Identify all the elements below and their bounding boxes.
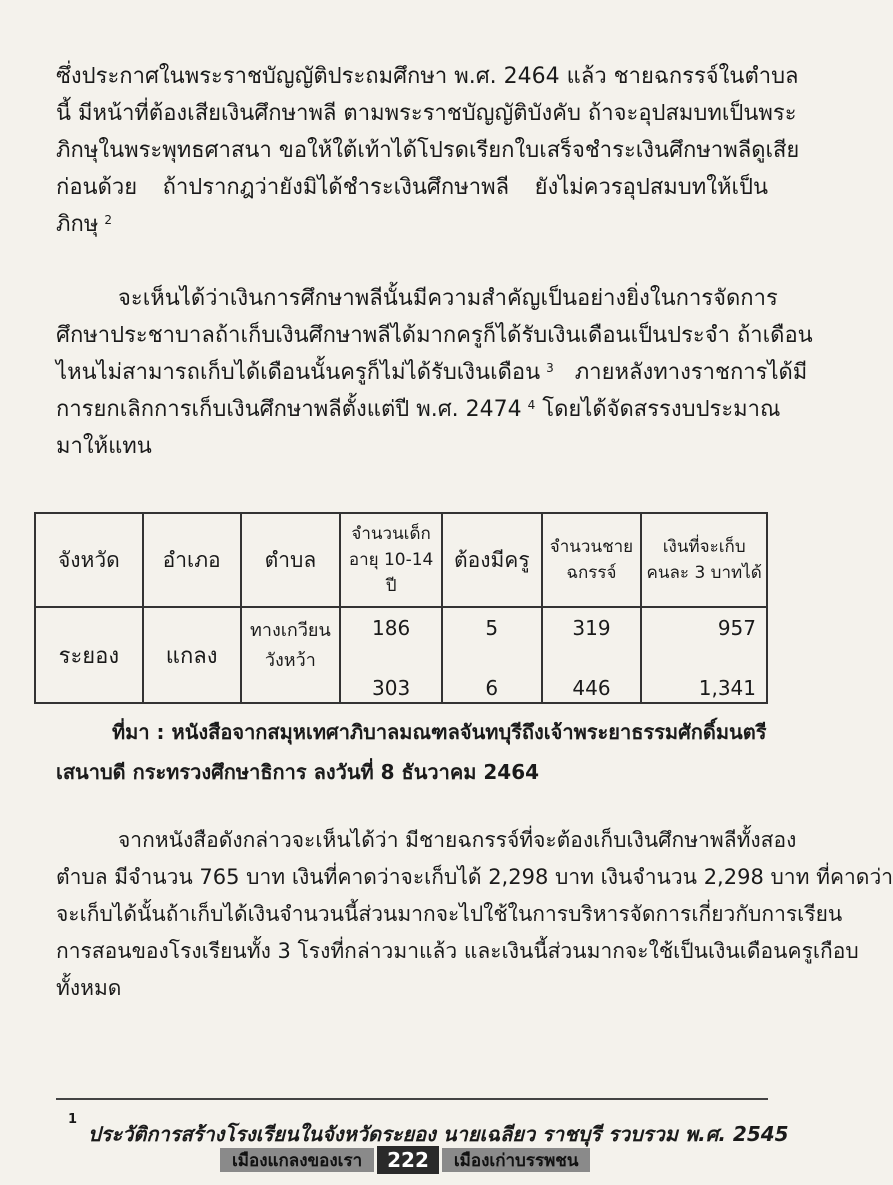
text-line: จะเห็นได้ว่าเงินการศึกษาพลีนั้นมีความสำคัญเป็นอย่างยิ่งในการจัดการ bbox=[118, 286, 778, 311]
footnote-ref: 4 bbox=[527, 398, 536, 412]
text-line: ตำบล มีจำนวน 765 บาท เงินที่คาดว่าจะเก็บได้ 2,298 บาท เงินจำนวน 2,298 บาท ที่คาดว่า bbox=[56, 865, 893, 889]
text-line: ไหนไม่สามารถเก็บได้เดือนนั้นครูก็ไม่ได้รับเงินเดือน $^3$ ภายหลังทางราชการได้มี bbox=[56, 360, 808, 385]
paragraph-3 bbox=[56, 822, 893, 1007]
footnote-text: ประวัติการสร้างโรงเรียนในจังหวัดระยอง นายเฉลียว ราชบุรี รวบรวม พ.ศ. 2545 bbox=[88, 1122, 789, 1146]
cell-children: 186 303 bbox=[340, 607, 442, 703]
text-line: ศึกษาประชาบาลถ้าเก็บเงินศึกษาพลีได้มากครูก็ได้รับเงินเดือนเป็นประจำ ถ้าเดือน bbox=[56, 323, 813, 348]
table-row bbox=[35, 607, 767, 703]
text-line: ซึ่งประกาศในพระราชบัญญัติประถมศึกษา พ.ศ. 2464 แล้ว ชายฉกรรจ์ในตำบล bbox=[56, 64, 799, 89]
paragraph-1 bbox=[56, 58, 800, 243]
cell-men: 319 446 bbox=[542, 607, 642, 703]
header-province: จังหวัด bbox=[35, 513, 143, 607]
text-line: มาให้แทน bbox=[56, 434, 152, 459]
table-header-row bbox=[35, 513, 767, 607]
header-men: จำนวนชาย ฉกรรจ์ bbox=[542, 513, 642, 607]
footnote-ref: 3 bbox=[546, 361, 554, 375]
page-footer bbox=[220, 1146, 590, 1174]
cell-money: 957 1,341 bbox=[641, 607, 767, 703]
text-line: จากหนังสือดังกล่าวจะเห็นได้ว่า มีชายฉกรรจ์ที่จะต้องเก็บเงินศึกษาพลีทั้งสอง bbox=[118, 828, 797, 852]
cell-teachers: 5 6 bbox=[442, 607, 542, 703]
cell-district: แกลง bbox=[143, 607, 241, 703]
header-district: อำเภอ bbox=[143, 513, 241, 607]
footer-left-title: เมืองแกลงของเรา bbox=[220, 1148, 374, 1172]
footnote-mark: 1 bbox=[68, 1112, 78, 1127]
header-money: เงินที่จะเก็บ คนละ 3 บาทได้ bbox=[641, 513, 767, 607]
page-number: 222 bbox=[377, 1146, 439, 1174]
text-line: การสอนของโรงเรียนทั้ง 3 โรงที่กล่าวมาแล้ว และเงินนี้ส่วนมากจะใช้เป็นเงินเดือนครูเกือบ bbox=[56, 939, 859, 963]
header-children: จำนวนเด็ก อายุ 10-14 ปี bbox=[340, 513, 442, 607]
footnote-divider bbox=[56, 1098, 768, 1100]
text-line: ภิกษุในพระพุทธศาสนา ขอให้ใต้เท้าได้โปรดเรียกใบเสร็จชำระเงินศึกษาพลีดูเสีย bbox=[56, 138, 800, 163]
header-tambon: ตำบล bbox=[241, 513, 341, 607]
footnote-ref: 2 bbox=[104, 213, 112, 227]
footer-right-title: เมืองเก่าบรรพชน bbox=[442, 1148, 591, 1172]
header-teachers: ต้องมีครู bbox=[442, 513, 542, 607]
cell-province: ระยอง bbox=[35, 607, 143, 703]
data-table bbox=[34, 512, 768, 704]
paragraph-2 bbox=[56, 280, 813, 465]
cell-tambon: ทางเกวียน วังหว้า bbox=[241, 607, 341, 703]
text-line: นี้ มีหน้าที่ต้องเสียเงินศึกษาพลี ตามพระราชบัญญัติบังคับ ถ้าจะอุปสมบทเป็นพระ bbox=[56, 101, 797, 126]
text-line: จะเก็บได้นั้นถ้าเก็บได้เงินจำนวนนี้ส่วนมากจะไปใช้ในการบริหารจัดการเกี่ยวกับการเรียน bbox=[56, 902, 843, 926]
table-source: ที่มา : หนังสือจากสมุหเทศาภิบาลมณฑลจันทบุรีถึงเจ้าพระยาธรรมศักดิ์มนตรี เสนาบดี กระทรวงศึกษาธิการ ลงวันที่ 8 ธันวาคม 2464 bbox=[56, 720, 767, 784]
text-line: การยกเลิกการเก็บเงินศึกษาพลีตั้งแต่ปี พ.ศ. 2474 $^4$ โดยได้จัดสรรงบประมาณ bbox=[56, 397, 781, 422]
text-line: ก่อนด้วย ถ้าปรากฎว่ายังมิได้ชำระเงินศึกษาพลี ยังไม่ควรอุปสมบทให้เป็น bbox=[56, 175, 768, 200]
text-line: ภิกษุ $^2$ bbox=[56, 212, 112, 237]
text-line: ทั้งหมด bbox=[56, 976, 122, 1000]
